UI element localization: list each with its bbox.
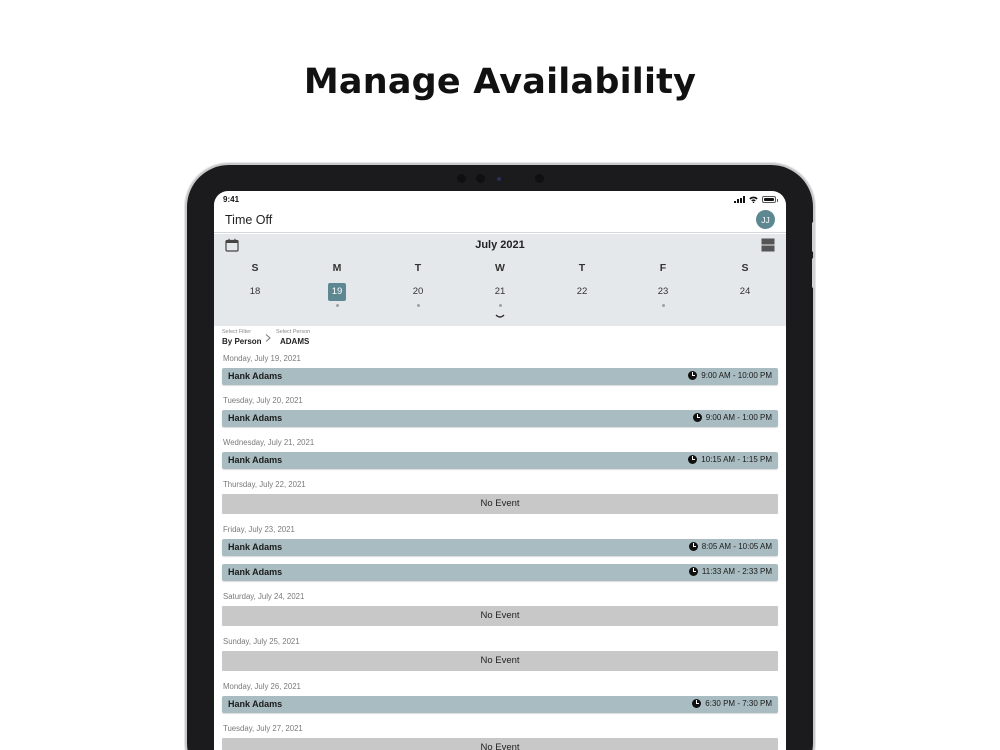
event-indicator-dot [662, 304, 665, 307]
device-volume-down-button [812, 258, 815, 288]
agenda-date-label: Saturday, July 24, 2021 [223, 592, 305, 601]
app-header [214, 209, 786, 233]
event-time-range [692, 699, 772, 708]
event-person-name: Hank Adams [228, 413, 283, 423]
status-icons [734, 196, 776, 203]
week-calendar [214, 234, 786, 326]
no-event-row: No Event [222, 494, 778, 514]
page-headline: Manage Availability [303, 62, 697, 102]
wifi-icon [749, 196, 758, 203]
cellular-signal-icon [734, 196, 745, 203]
no-event-row: No Event [222, 606, 778, 626]
event-row[interactable] [222, 564, 778, 581]
event-time-range [693, 413, 772, 422]
device-sensor [457, 174, 466, 183]
event-time-text: 9:00 AM - 10:00 PM [701, 371, 772, 380]
person-selector[interactable] [276, 329, 310, 346]
agenda-date-label: Thursday, July 22, 2021 [223, 480, 306, 489]
page-title: Time Off [225, 213, 273, 227]
event-time-range [688, 371, 772, 380]
calendar-month-title: July 2021 [475, 239, 525, 251]
device-camera-indicator [497, 177, 501, 181]
event-indicator-dot [336, 304, 339, 307]
status-bar [214, 191, 786, 209]
clock-icon [689, 567, 698, 576]
avatar[interactable]: JJ [756, 210, 775, 229]
event-row[interactable] [222, 368, 778, 385]
clock-icon [692, 699, 701, 708]
clock-icon [693, 413, 702, 422]
event-time-range [688, 455, 772, 464]
calendar-day[interactable]: 18 [249, 286, 261, 297]
event-person-name: Hank Adams [228, 567, 283, 577]
device-sensor [535, 174, 544, 183]
battery-icon [762, 196, 776, 203]
agenda-date-label: Tuesday, July 20, 2021 [223, 396, 303, 405]
agenda-date-label: Monday, July 26, 2021 [223, 682, 301, 691]
event-time-text: 11:33 AM - 2:33 PM [701, 567, 772, 576]
person-caption: Select Person [276, 329, 311, 335]
event-time-range [689, 542, 772, 551]
event-time-text: 9:00 AM - 1:00 PM [705, 413, 772, 422]
status-time: 9:41 [223, 195, 240, 204]
event-row[interactable] [222, 696, 778, 713]
event-time-text: 10:15 AM - 1:15 PM [701, 455, 772, 464]
filter-selector[interactable] [222, 329, 262, 346]
weekday-label: T [414, 262, 422, 274]
event-person-name: Hank Adams [228, 699, 283, 709]
weekday-label: W [495, 262, 505, 274]
agenda-date-label: Wednesday, July 21, 2021 [223, 438, 315, 447]
event-row[interactable] [222, 410, 778, 427]
event-time-text: 6:30 PM - 7:30 PM [705, 699, 772, 708]
weekday-label: T [578, 262, 586, 274]
agenda-date-label: Friday, July 23, 2021 [223, 525, 295, 534]
filter-value: By Person [222, 337, 262, 346]
calendar-day[interactable]: 24 [739, 286, 751, 297]
view-toggle-icon[interactable] [761, 238, 775, 252]
event-row[interactable] [222, 539, 778, 556]
chevron-down-icon[interactable] [495, 314, 505, 320]
chevron-right-icon [264, 334, 272, 342]
calendar-day[interactable]: 20 [412, 286, 424, 297]
event-person-name: Hank Adams [228, 455, 283, 465]
clock-icon [688, 371, 697, 380]
no-event-row: No Event [222, 651, 778, 671]
event-time-range [689, 567, 772, 576]
calendar-day[interactable]: 21 [494, 286, 506, 297]
clock-icon [689, 542, 698, 551]
weekday-label: S [741, 262, 749, 274]
no-event-row: No Event [222, 738, 778, 750]
person-value: ADAMS [280, 337, 310, 346]
calendar-day[interactable]: 22 [576, 286, 588, 297]
agenda-date-label: Sunday, July 25, 2021 [223, 637, 300, 646]
event-person-name: Hank Adams [228, 371, 283, 381]
filter-caption: Select Filter [222, 329, 252, 335]
event-indicator-dot [499, 304, 502, 307]
event-row[interactable] [222, 452, 778, 469]
calendar-day-selected[interactable]: 19 [328, 283, 346, 301]
device-camera [476, 174, 485, 183]
event-indicator-dot [417, 304, 420, 307]
app-screen [214, 191, 786, 750]
clock-icon [688, 455, 697, 464]
event-person-name: Hank Adams [228, 542, 283, 552]
weekday-label: S [251, 262, 259, 274]
agenda-date-label: Monday, July 19, 2021 [223, 354, 301, 363]
event-time-text: 8:05 AM - 10:05 AM [701, 542, 772, 551]
device-volume-up-button [812, 222, 815, 252]
weekday-label: M [332, 262, 342, 274]
weekday-label: F [659, 262, 667, 274]
calendar-day[interactable]: 23 [657, 286, 669, 297]
agenda-date-label: Tuesday, July 27, 2021 [223, 724, 303, 733]
